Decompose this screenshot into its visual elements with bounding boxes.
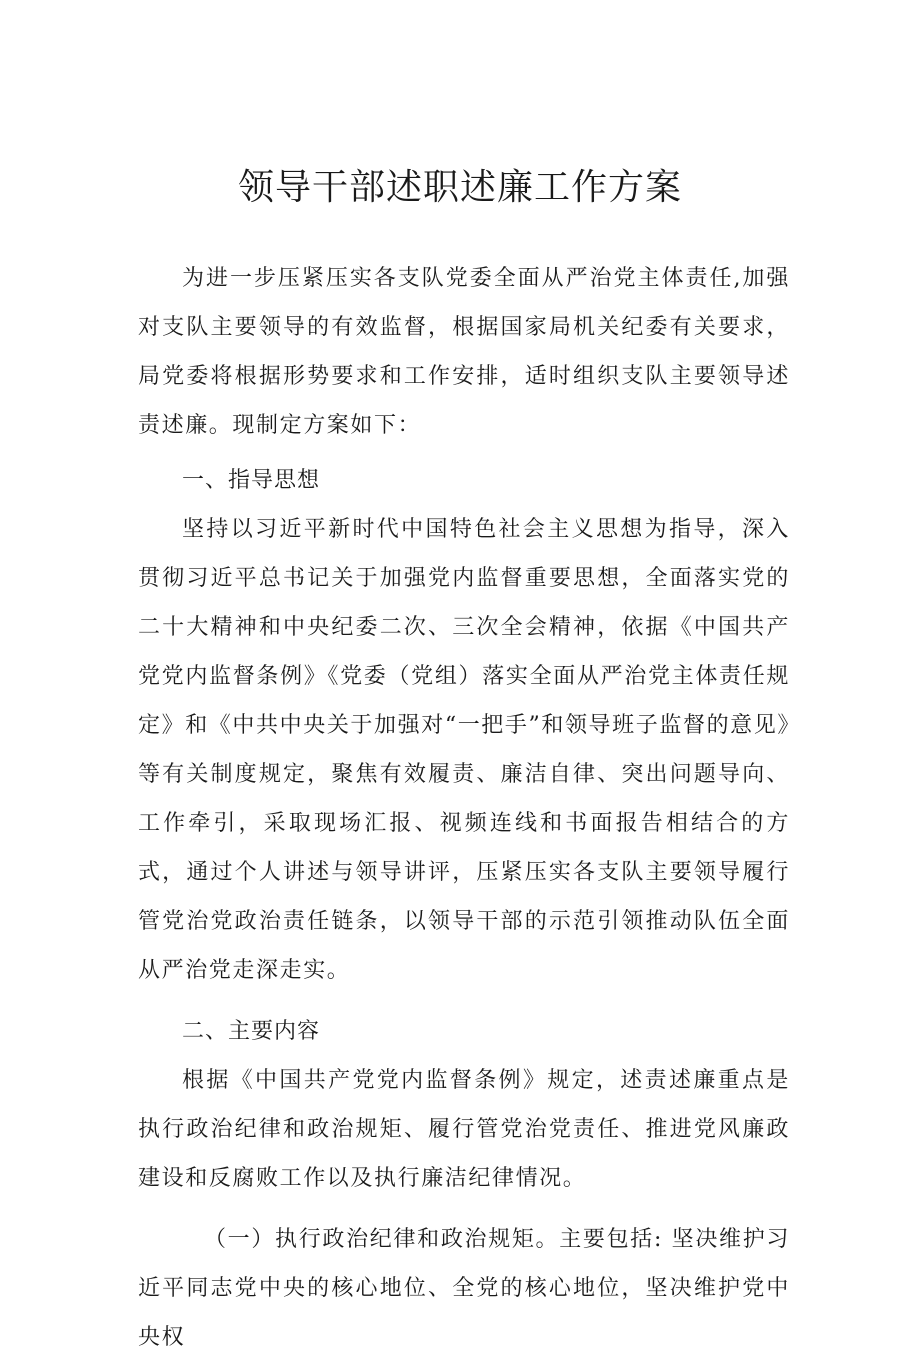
section-heading-guiding-ideology: 一、指导思想: [182, 468, 321, 493]
guiding-ideology-paragraph: 坚持以习近平新时代中国特色社会主义思想为指导，深入贯彻习近平总书记关于加强党内监督重要思想，全面落实党的二十大精神和中央纪委二次、三次全会精神，依据《中国共产党党内监督条例》《党委（党组）落实全面从严治党主体责任规定》和《中共中央关于加强对“一把手”和领导班子监督的意见》等有关制度规定，聚焦有效履责、廉洁自律、突出问题导向、工作牵引，采取现场汇报、视频连线和书面报告相结合的方式，通过个人讲述与领导讲评，压紧压实各支队主要领导履行管党治党政治责任链条，以领导干部的示范引领推动队伍全面从严治党走深走实。: [138, 517, 790, 983]
document-body: [138, 254, 790, 1362]
document-title: 领导干部述职述廉工作方案: [237, 167, 682, 208]
intro-paragraph: 为进一步压紧压实各支队党委全面从严治党主体责任,加强对支队主要领导的有效监督，根据国家局机关纪委有关要求，局党委将根据形势要求和工作安排，适时组织支队主要领导述责述廉。现制定方案如下：: [138, 266, 790, 438]
section-heading-main-content: 二、主要内容: [182, 1019, 321, 1044]
subsection-political-discipline: （一）执行政治纪律和政治规矩。主要包括: 坚决维护习近平同志党中央的核心地位、全党的核心地位，坚决维护党中央权: [138, 1227, 790, 1350]
main-content-paragraph: 根据《中国共产党党内监督条例》规定，述责述廉重点是执行政治纪律和政治规矩、履行管党治党责任、推进党风廉政建设和反腐败工作以及执行廉洁纪律情况。: [138, 1068, 790, 1191]
